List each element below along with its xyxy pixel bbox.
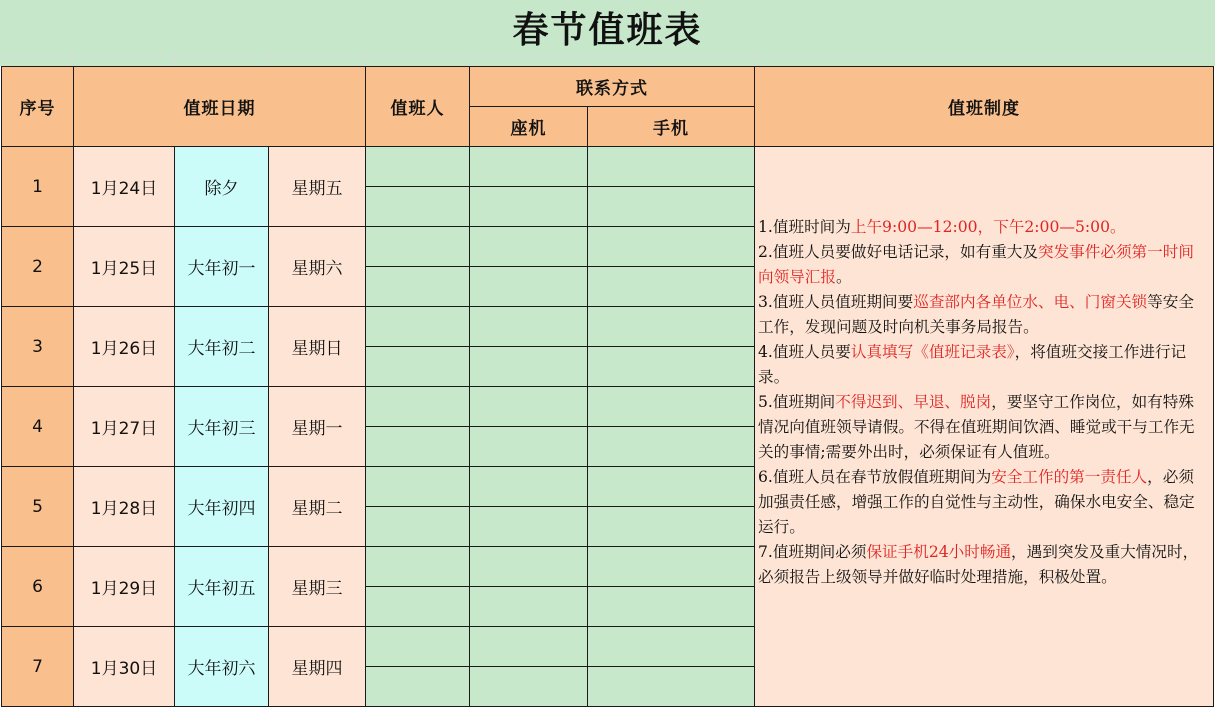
duty-person-cell[interactable]	[366, 547, 470, 587]
seq-cell[interactable]: 2	[2, 227, 74, 307]
weekday-cell[interactable]: 星期六	[269, 227, 366, 307]
rule-highlight: 认真填写《值班记录表》	[850, 343, 1015, 361]
rule-text: ，必须加强责任感，增强工作的自觉性与主动性，确保水电安全、稳定运行。	[758, 468, 1195, 536]
header-row	[2, 67, 1214, 107]
weekday-cell[interactable]: 星期日	[269, 307, 366, 387]
rule-text: 3.值班人员值班期间要	[758, 293, 914, 311]
landline-cell[interactable]	[470, 547, 588, 587]
date-cell[interactable]: 1月29日	[74, 547, 175, 627]
duty-person-cell[interactable]	[366, 147, 470, 187]
date-cell[interactable]: 1月25日	[74, 227, 175, 307]
header-duty-person[interactable]: 值班人	[366, 67, 470, 147]
landline-cell[interactable]	[470, 667, 588, 707]
rule-highlight: 突发事件必须第一时间向领导汇报	[758, 243, 1194, 286]
rule-text: ，遇到突发及重大情况时，必须报告上级领导并做好临时处理措施，积极处置。	[758, 543, 1199, 586]
title-area	[0, 0, 1215, 66]
mobile-cell[interactable]	[588, 587, 755, 627]
rule-item	[758, 465, 1209, 540]
table-body	[2, 67, 1214, 707]
rule-highlight: 巡查部内各单位水、电、门窗关锁	[913, 293, 1148, 311]
duty-person-cell[interactable]	[366, 307, 470, 347]
date-cell[interactable]: 1月27日	[74, 387, 175, 467]
mobile-cell[interactable]	[588, 347, 755, 387]
lunar-date-cell[interactable]: 大年初三	[175, 387, 269, 467]
date-cell[interactable]: 1月24日	[74, 147, 175, 227]
mobile-cell[interactable]	[588, 147, 755, 187]
rule-text: 1.值班时间为	[758, 218, 851, 236]
duty-rules-cell[interactable]	[755, 147, 1214, 707]
duty-schedule-table	[1, 66, 1214, 707]
mobile-cell[interactable]	[588, 507, 755, 547]
lunar-date-cell[interactable]: 大年初二	[175, 307, 269, 387]
mobile-cell[interactable]	[588, 427, 755, 467]
rule-text: 4.值班人员要	[758, 343, 851, 361]
landline-cell[interactable]	[470, 467, 588, 507]
duty-person-cell[interactable]	[366, 627, 470, 667]
lunar-date-cell[interactable]: 大年初四	[175, 467, 269, 547]
mobile-cell[interactable]	[588, 187, 755, 227]
mobile-cell[interactable]	[588, 627, 755, 667]
lunar-date-cell[interactable]: 除夕	[175, 147, 269, 227]
weekday-cell[interactable]: 星期一	[269, 387, 366, 467]
landline-cell[interactable]	[470, 227, 588, 267]
rule-item	[758, 390, 1209, 465]
duty-person-cell[interactable]	[366, 587, 470, 627]
lunar-date-cell[interactable]: 大年初一	[175, 227, 269, 307]
header-duty-rules[interactable]: 值班制度	[755, 67, 1214, 147]
date-cell[interactable]: 1月30日	[74, 627, 175, 707]
landline-cell[interactable]	[470, 307, 588, 347]
rule-text: 7.值班期间必须	[758, 543, 867, 561]
mobile-cell[interactable]	[588, 547, 755, 587]
seq-cell[interactable]: 3	[2, 307, 74, 387]
mobile-cell[interactable]	[588, 227, 755, 267]
mobile-cell[interactable]	[588, 467, 755, 507]
table-row	[2, 147, 1214, 187]
rule-text: ，要坚守工作岗位，如有特殊情况向值班领导请假。不得在值班期间饮酒、睡觉或干与工作无关的事情;需要外出时，必须保证有人值班。	[758, 393, 1195, 461]
header-landline[interactable]: 座机	[470, 107, 588, 147]
lunar-date-cell[interactable]: 大年初六	[175, 627, 269, 707]
seq-cell[interactable]: 4	[2, 387, 74, 467]
rule-highlight: 不得迟到、早退、脱岗	[835, 393, 992, 411]
mobile-cell[interactable]	[588, 307, 755, 347]
date-cell[interactable]: 1月28日	[74, 467, 175, 547]
landline-cell[interactable]	[470, 387, 588, 427]
lunar-date-cell[interactable]: 大年初五	[175, 547, 269, 627]
header-seq[interactable]: 序号	[2, 67, 74, 147]
landline-cell[interactable]	[470, 627, 588, 667]
header-duty-date[interactable]: 值班日期	[74, 67, 366, 147]
mobile-cell[interactable]	[588, 387, 755, 427]
duty-person-cell[interactable]	[366, 187, 470, 227]
rule-text: 。	[835, 268, 852, 286]
duty-person-cell[interactable]	[366, 387, 470, 427]
weekday-cell[interactable]: 星期二	[269, 467, 366, 547]
rule-text: 5.值班期间	[758, 393, 836, 411]
rule-item	[758, 340, 1209, 390]
landline-cell[interactable]	[470, 267, 588, 307]
duty-person-cell[interactable]	[366, 667, 470, 707]
header-contact[interactable]: 联系方式	[470, 67, 755, 107]
weekday-cell[interactable]: 星期三	[269, 547, 366, 627]
date-cell[interactable]: 1月26日	[74, 307, 175, 387]
landline-cell[interactable]	[470, 347, 588, 387]
duty-person-cell[interactable]	[366, 227, 470, 267]
rule-item	[758, 240, 1209, 290]
landline-cell[interactable]	[470, 587, 588, 627]
seq-cell[interactable]: 7	[2, 627, 74, 707]
landline-cell[interactable]	[470, 427, 588, 467]
rule-text: 等安全工作，发现问题及时向机关事务局报告。	[758, 293, 1194, 336]
rule-highlight: 安全工作的第一责任人	[991, 468, 1148, 486]
mobile-cell[interactable]	[588, 667, 755, 707]
weekday-cell[interactable]: 星期五	[269, 147, 366, 227]
duty-person-cell[interactable]	[366, 507, 470, 547]
landline-cell[interactable]	[470, 147, 588, 187]
rule-highlight: 保证手机24小时畅通	[866, 543, 1012, 561]
rule-highlight: 上午9:00—12:00，下午2:00—5:00。	[850, 218, 1126, 236]
landline-cell[interactable]	[470, 507, 588, 547]
seq-cell[interactable]: 1	[2, 147, 74, 227]
duty-person-cell[interactable]	[366, 427, 470, 467]
duty-rules-text	[755, 147, 1213, 590]
rule-text: 2.值班人员要做好电话记录，如有重大及	[758, 243, 1038, 261]
rule-item	[758, 215, 1209, 240]
seq-cell[interactable]: 6	[2, 547, 74, 627]
seq-cell[interactable]: 5	[2, 467, 74, 547]
rule-text: 6.值班人员在春节放假值班期间为	[758, 468, 992, 486]
duty-person-cell[interactable]	[366, 347, 470, 387]
weekday-cell[interactable]: 星期四	[269, 627, 366, 707]
rule-item	[758, 540, 1209, 590]
header-mobile[interactable]: 手机	[588, 107, 755, 147]
rule-item	[758, 290, 1209, 340]
duty-person-cell[interactable]	[366, 467, 470, 507]
mobile-cell[interactable]	[588, 267, 755, 307]
page-title: 春节值班表	[512, 9, 703, 51]
duty-person-cell[interactable]	[366, 267, 470, 307]
rule-text: ，将值班交接工作进行记录。	[758, 343, 1187, 386]
landline-cell[interactable]	[470, 187, 588, 227]
